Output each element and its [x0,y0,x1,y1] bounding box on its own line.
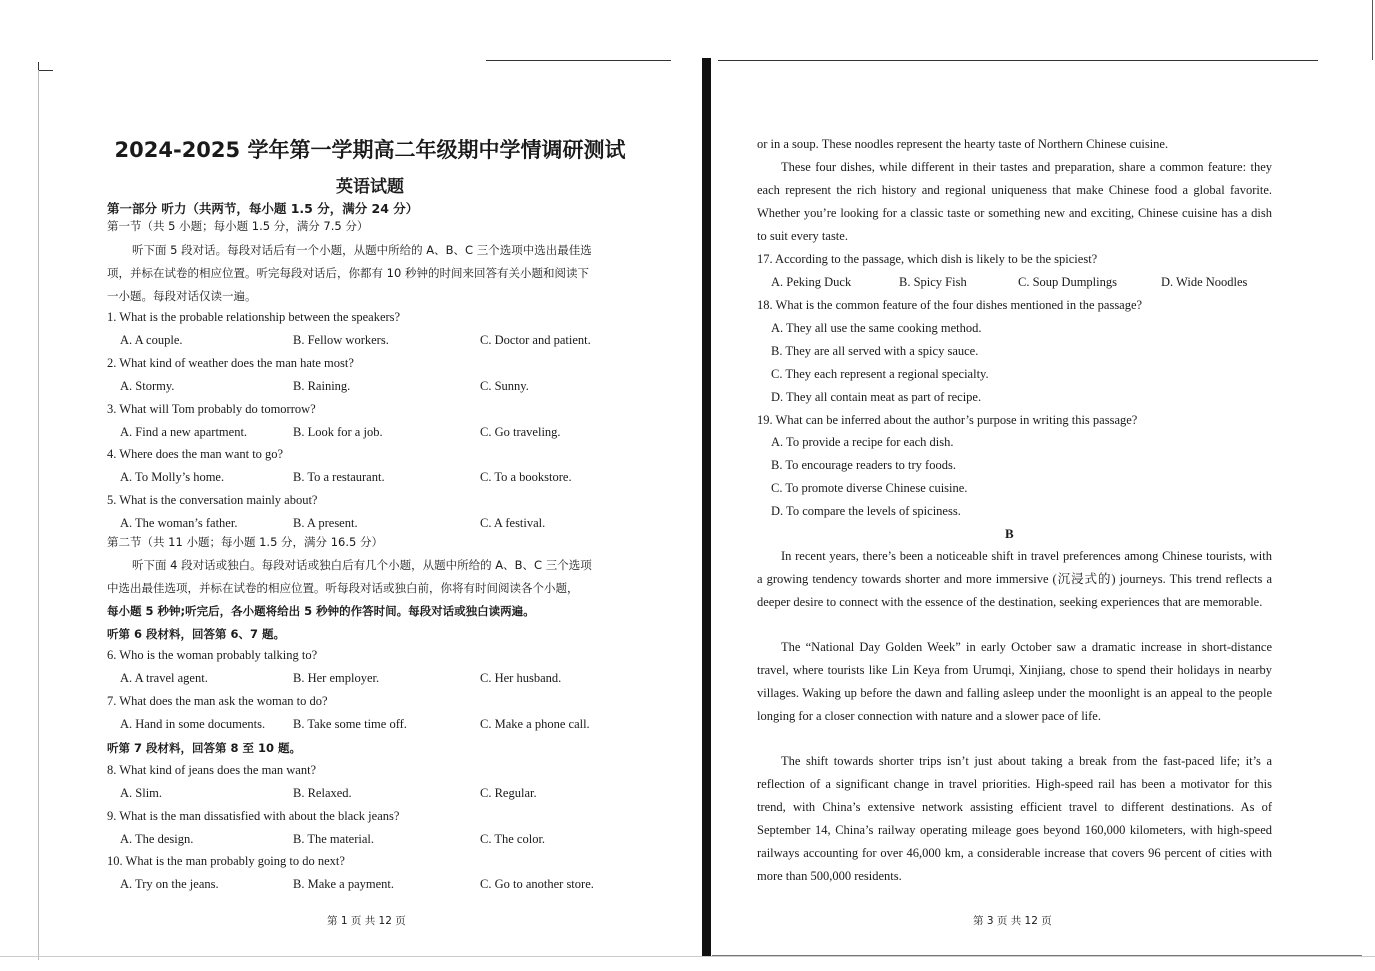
q4-option-a: A. To Molly’s home. [120,470,225,484]
section1-instr-2: 项，并标在试卷的相应位置。听完每段对话后，你都有 10 秒钟的时间来回答有关小题和阅读下 [107,266,589,280]
scan-bottom-edge [0,956,1375,957]
q2-option-c: C. Sunny. [480,379,529,393]
q17-option-b: B. Spicy Fish [899,275,967,289]
q17-option-a: A. Peking Duck [771,275,852,289]
section2-instr-2: 中选出最佳选项，并标在试卷的相应位置。听每段对话或独白前，你将有时间阅读各个小题， [107,581,579,595]
q6-option-b: B. Her employer. [293,671,380,685]
passage-b-paragraph-3: The shift towards shorter trips isn’t just about taking a break from the fast-paced life; it’s a reflection of a significant change in travel priorities. High-speed rail has been a motivator for this trend, with China’s extensive network assisting efficient travel to different destinations. As of September 14, China’s railway operating mileage goes beyond 160,000 kilometers, with high-speed railways accounting for over 46,000 km, a considerable increase that covers 96 percent of cities with more than 500,000 residents. [757,754,1272,883]
q18-option-b: B. They are all served with a spicy sauce. [771,344,979,358]
question-9: 9. What is the man dissatisfied with about the black jeans? [107,809,400,823]
question-2: 2. What kind of weather does the man hate most? [107,356,354,370]
section1-instr-3: 一小题。每段对话仅读一遍。 [107,289,257,303]
scan-bottom-rule-right [712,955,1362,956]
q10-option-a: A. Try on the jeans. [120,877,219,891]
question-3: 3. What will Tom probably do tomorrow? [107,402,316,416]
question-19: 19. What can be inferred about the author’s purpose in writing this passage? [757,413,1138,427]
book-spine-shadow [702,58,711,956]
passage-a-conclusion: These four dishes, while different in their tastes and preparation, share a common feature: they each represent the rich history and regional uniqueness that make Chinese food a global favorite. Whether you’re looking for a classic taste or something new and exciting, Chinese cuisine has a dish to suit every taste. [757,160,1272,243]
scan-right-edge [1372,0,1373,60]
page-footer-right: 第 3 页 共 12 页 [973,915,1052,927]
q8-option-b: B. Relaxed. [293,786,352,800]
question-4: 4. Where does the man want to go? [107,447,284,461]
q19-option-b: B. To encourage readers to try foods. [771,458,956,472]
q2-option-a: A. Stormy. [120,379,175,393]
q6-option-a: A. A travel agent. [120,671,208,685]
scan-top-rule-right [718,60,1318,61]
q3-option-c: C. Go traveling. [480,425,561,439]
q18-option-d: D. They all contain meat as part of recipe. [771,390,982,404]
q4-option-b: B. To a restaurant. [293,470,385,484]
part1-heading: 第一部分 听力（共两节，每小题 1.5 分，满分 24 分） [107,201,419,216]
q1-option-a: A. A couple. [120,333,183,347]
q8-option-c: C. Regular. [480,786,537,800]
question-5: 5. What is the conversation mainly about? [107,493,318,507]
q7-option-c: C. Make a phone call. [480,717,590,731]
q2-option-b: B. Raining. [293,379,351,393]
q5-option-c: C. A festival. [480,516,546,530]
passage-b-paragraph-2: The “National Day Golden Week” in early October saw a dramatic increase in short-distance travel, where tourists like Lin Keya from Urumqi, Xinjiang, chose to spend their holidays in nearby villages. Waking up before the dawn and falling asleep under the moonlight is an appeal to the people longing for a closer connection with nature and a slower pace of life. [757,640,1272,723]
question-10: 10. What is the man probably going to do next? [107,854,345,868]
group6-heading: 听第 6 段材料，回答第 6、7 题。 [107,627,286,641]
scan-top-rule-left [486,60,671,61]
page-footer-left: 第 1 页 共 12 页 [327,915,406,927]
scan-left-edge [38,70,39,960]
q17-option-d: D. Wide Noodles [1161,275,1248,289]
group7-heading: 听第 7 段材料，回答第 8 至 10 题。 [107,741,302,755]
passage-b-label: B [1005,526,1014,541]
exam-subtitle: 英语试题 [336,177,404,197]
section1-heading: 第一节（共 5 小题；每小题 1.5 分，满分 7.5 分） [107,219,369,233]
q17-option-c: C. Soup Dumplings [1018,275,1117,289]
exam-title: 2024-2025 学年第一学期高二年级期中学情调研测试 [114,138,626,162]
q19-option-a: A. To provide a recipe for each dish. [771,435,954,449]
q5-option-a: A. The woman’s father. [120,516,238,530]
q3-option-b: B. Look for a job. [293,425,383,439]
q9-option-a: A. The design. [120,832,194,846]
q7-option-b: B. Take some time off. [293,717,407,731]
q7-option-a: A. Hand in some documents. [120,717,266,731]
question-1: 1. What is the probable relationship between the speakers? [107,310,401,324]
question-18: 18. What is the common feature of the four dishes mentioned in the passage? [757,298,1143,312]
q6-option-c: C. Her husband. [480,671,562,685]
q1-option-c: C. Doctor and patient. [480,333,591,347]
section2-instr-3: 每小题 5 秒钟;听完后，各小题将给出 5 秒钟的作答时间。每段对话或独白读两遍。 [107,604,535,618]
q1-option-b: B. Fellow workers. [293,333,389,347]
scan-corner-mark [38,62,53,71]
q5-option-b: B. A present. [293,516,358,530]
q9-option-b: B. The material. [293,832,374,846]
q10-option-c: C. Go to another store. [480,877,594,891]
question-17: 17. According to the passage, which dish is likely to be the spiciest? [757,252,1098,266]
passage-a-end: or in a soup. These noodles represent the hearty taste of Northern Chinese cuisine. [757,137,1169,151]
q19-option-d: D. To compare the levels of spiciness. [771,504,961,518]
question-6: 6. Who is the woman probably talking to? [107,648,318,662]
passage-b-paragraph-1: In recent years, there’s been a noticeable shift in travel preferences among Chinese tourists, with a growing tendency towards shorter and more immersive (沉浸式的) journeys. This trend reflects a deeper desire to connect with the essence of the destination, seeking experiences that are memorable. [757,549,1272,609]
question-7: 7. What does the man ask the woman to do? [107,694,328,708]
q18-option-a: A. They all use the same cooking method. [771,321,982,335]
q19-option-c: C. To promote diverse Chinese cuisine. [771,481,968,495]
q4-option-c: C. To a bookstore. [480,470,572,484]
section1-instr-1: 听下面 5 段对话。每段对话后有一个小题，从题中所给的 A、B、C 三个选项中选出最佳选 [132,243,592,257]
q18-option-c: C. They each represent a regional specialty. [771,367,989,381]
question-8: 8. What kind of jeans does the man want? [107,763,317,777]
q9-option-c: C. The color. [480,832,546,846]
q10-option-b: B. Make a payment. [293,877,395,891]
q8-option-a: A. Slim. [120,786,163,800]
q3-option-a: A. Find a new apartment. [120,425,248,439]
section2-heading: 第二节（共 11 小题；每小题 1.5 分，满分 16.5 分） [107,535,383,549]
section2-instr-1: 听下面 4 段对话或独白。每段对话或独白后有几个小题，从题中所给的 A、B、C 三个选项 [132,558,592,572]
